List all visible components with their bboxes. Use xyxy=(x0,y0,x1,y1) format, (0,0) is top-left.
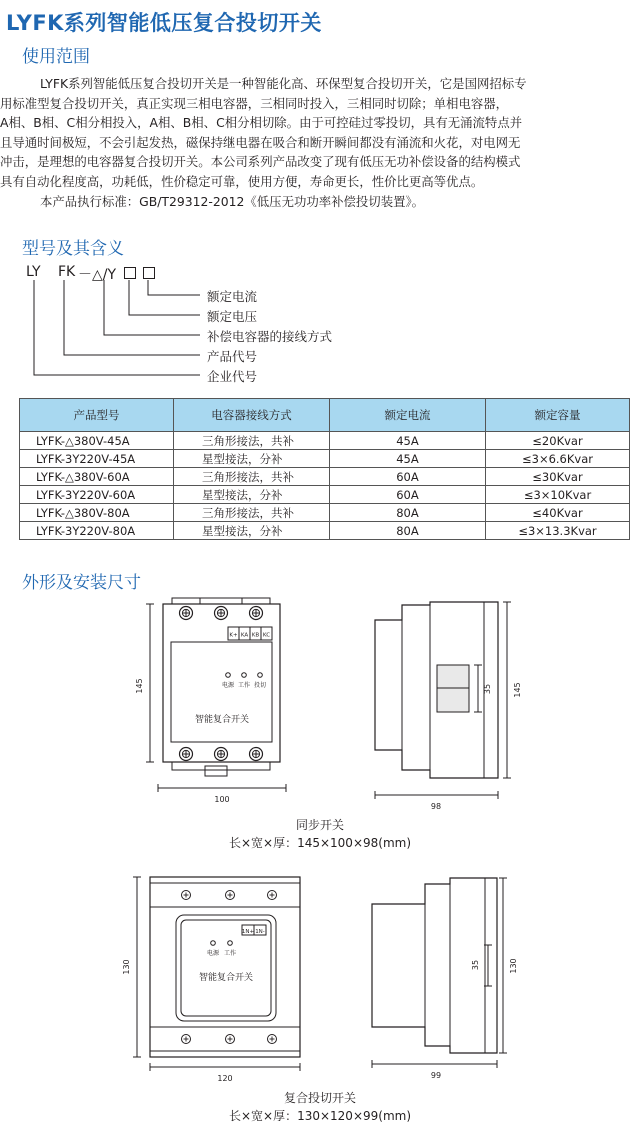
sync-front-width: 100 xyxy=(214,795,230,804)
composite-side-depth: 99 xyxy=(430,1071,442,1080)
table-cell: ≤3×6.6Kvar xyxy=(486,450,630,468)
composite-size: 长×宽×厚：130×120×99(mm) xyxy=(228,1109,412,1123)
table-header-row xyxy=(20,399,630,432)
table-cell: LYFK-△380V-45A xyxy=(20,432,174,450)
composite-front-height: 130 xyxy=(122,959,131,975)
composite-terminal-label: 1N+ xyxy=(241,929,255,935)
table-cell: LYFK-3Y220V-45A xyxy=(20,450,174,468)
spec-table xyxy=(19,398,630,540)
table-row xyxy=(20,450,630,468)
sync-terminal-label: KC xyxy=(262,632,271,639)
table-row xyxy=(20,522,630,540)
sync-led-label: 工作 xyxy=(237,682,251,689)
model-code-wiring: －△/Y xyxy=(78,267,117,283)
sync-panel-label: 智能复合开关 xyxy=(194,715,250,725)
table-header: 额定容量 xyxy=(486,399,630,432)
table-cell: 三角形接法，共补 xyxy=(174,432,330,450)
table-cell: 星型接法，分补 xyxy=(174,522,330,540)
table-cell: LYFK-△380V-60A xyxy=(20,468,174,486)
usage-line: A相、B相、C相分相投入，A相、B相、C相分相切除。由于可控硅过零投切，具有无涌流特点并 xyxy=(0,115,523,131)
sync-terminal-label: KA xyxy=(240,632,249,639)
usage-line: 用标准型复合投切开关，真正实现三相电容器，三相同时投入，三相同时切除；单相电容器， xyxy=(0,95,509,111)
table-row xyxy=(20,504,630,522)
table-cell: 45A xyxy=(330,450,486,468)
composite-side-height: 130 xyxy=(509,958,518,974)
table-row xyxy=(20,468,630,486)
table-cell: ≤40Kvar xyxy=(486,504,630,522)
table-cell: 星型接法，分补 xyxy=(174,450,330,468)
table-cell: ≤3×10Kvar xyxy=(486,486,630,504)
sync-led-label: 电源 xyxy=(221,682,235,689)
table-cell: 80A xyxy=(330,522,486,540)
model-code-ly: LY xyxy=(26,264,41,280)
model-code-fk: FK xyxy=(58,264,76,280)
sync-terminal-label: KB xyxy=(251,632,260,639)
model-label-voltage: 额定电压 xyxy=(207,309,258,324)
dimension-drawings xyxy=(0,590,640,1128)
composite-panel-label: 智能复合开关 xyxy=(198,973,254,983)
table-cell: 60A xyxy=(330,486,486,504)
table-cell: 60A xyxy=(330,468,486,486)
table-cell: LYFK-3Y220V-80A xyxy=(20,522,174,540)
composite-terminal-label: 1N- xyxy=(255,929,265,935)
table-header: 产品型号 xyxy=(20,399,174,432)
table-cell: ≤20Kvar xyxy=(486,432,630,450)
model-label-product: 产品代号 xyxy=(207,349,258,364)
table-row xyxy=(20,432,630,450)
sync-front-view xyxy=(146,598,286,792)
usage-line: LYFK系列智能低压复合投切开关是一种智能化高、环保型复合投切开关，它是国网招标专 xyxy=(40,76,527,91)
sync-side-height: 145 xyxy=(513,682,522,698)
table-cell: LYFK-△380V-80A xyxy=(20,504,174,522)
standard-line: 本产品执行标准：GB/T29312-2012《低压无功功率补偿投切装置》。 xyxy=(40,193,425,209)
composite-front-width: 120 xyxy=(217,1074,233,1083)
table-header: 额定电流 xyxy=(330,399,486,432)
table-cell: 80A xyxy=(330,504,486,522)
table-cell: 三角形接法，共补 xyxy=(174,468,330,486)
table-cell: LYFK-3Y220V-60A xyxy=(20,486,174,504)
table-cell: 45A xyxy=(330,432,486,450)
sync-side-view xyxy=(375,602,511,799)
model-heading: 型号及其含义 xyxy=(22,239,124,259)
model-label-company: 企业代号 xyxy=(207,369,258,384)
table-header: 电容器接线方式 xyxy=(174,399,330,432)
model-label-wiring: 补偿电容器的接线方式 xyxy=(207,329,333,344)
usage-heading: 使用范围 xyxy=(22,47,90,67)
sync-terminal-label: K+ xyxy=(229,632,238,639)
model-label-current: 额定电流 xyxy=(207,289,258,304)
table-cell: ≤30Kvar xyxy=(486,468,630,486)
composite-side-slot: 35 xyxy=(471,959,480,971)
sync-side-slot: 35 xyxy=(483,683,492,695)
sync-size: 长×宽×厚：145×100×98(mm) xyxy=(228,836,412,850)
usage-line: 冲击，是理想的电容器复合投切开关。本公司系列产品改变了现有低压无功补偿设备的结构模式 xyxy=(0,154,521,170)
sync-side-depth: 98 xyxy=(430,802,442,811)
table-cell: 星型接法，分补 xyxy=(174,486,330,504)
table-cell: ≤3×13.3Kvar xyxy=(486,522,630,540)
composite-led-label: 工作 xyxy=(223,950,237,957)
table-row xyxy=(20,486,630,504)
table-cell: 三角形接法，共补 xyxy=(174,504,330,522)
dims-heading: 外形及安装尺寸 xyxy=(22,573,141,593)
sync-caption: 同步开关 xyxy=(295,818,344,832)
page-title: LYFK系列智能低压复合投切开关 xyxy=(6,11,322,35)
composite-led-label: 电源 xyxy=(206,950,220,957)
sync-led-label: 投切 xyxy=(253,682,267,689)
composite-side-view xyxy=(372,878,507,1068)
usage-line: 具有自动化程度高，功耗低，性价稳定可靠，使用方便，寿命更长，性价比更高等优点。 xyxy=(0,173,484,189)
sync-front-height: 145 xyxy=(135,678,144,694)
composite-caption: 复合投切开关 xyxy=(283,1091,356,1105)
usage-line: 且导通时间极短，不会引起发热，磁保持继电器在吸合和断开瞬间都没有涌流和火花，对电网无 xyxy=(0,134,521,150)
